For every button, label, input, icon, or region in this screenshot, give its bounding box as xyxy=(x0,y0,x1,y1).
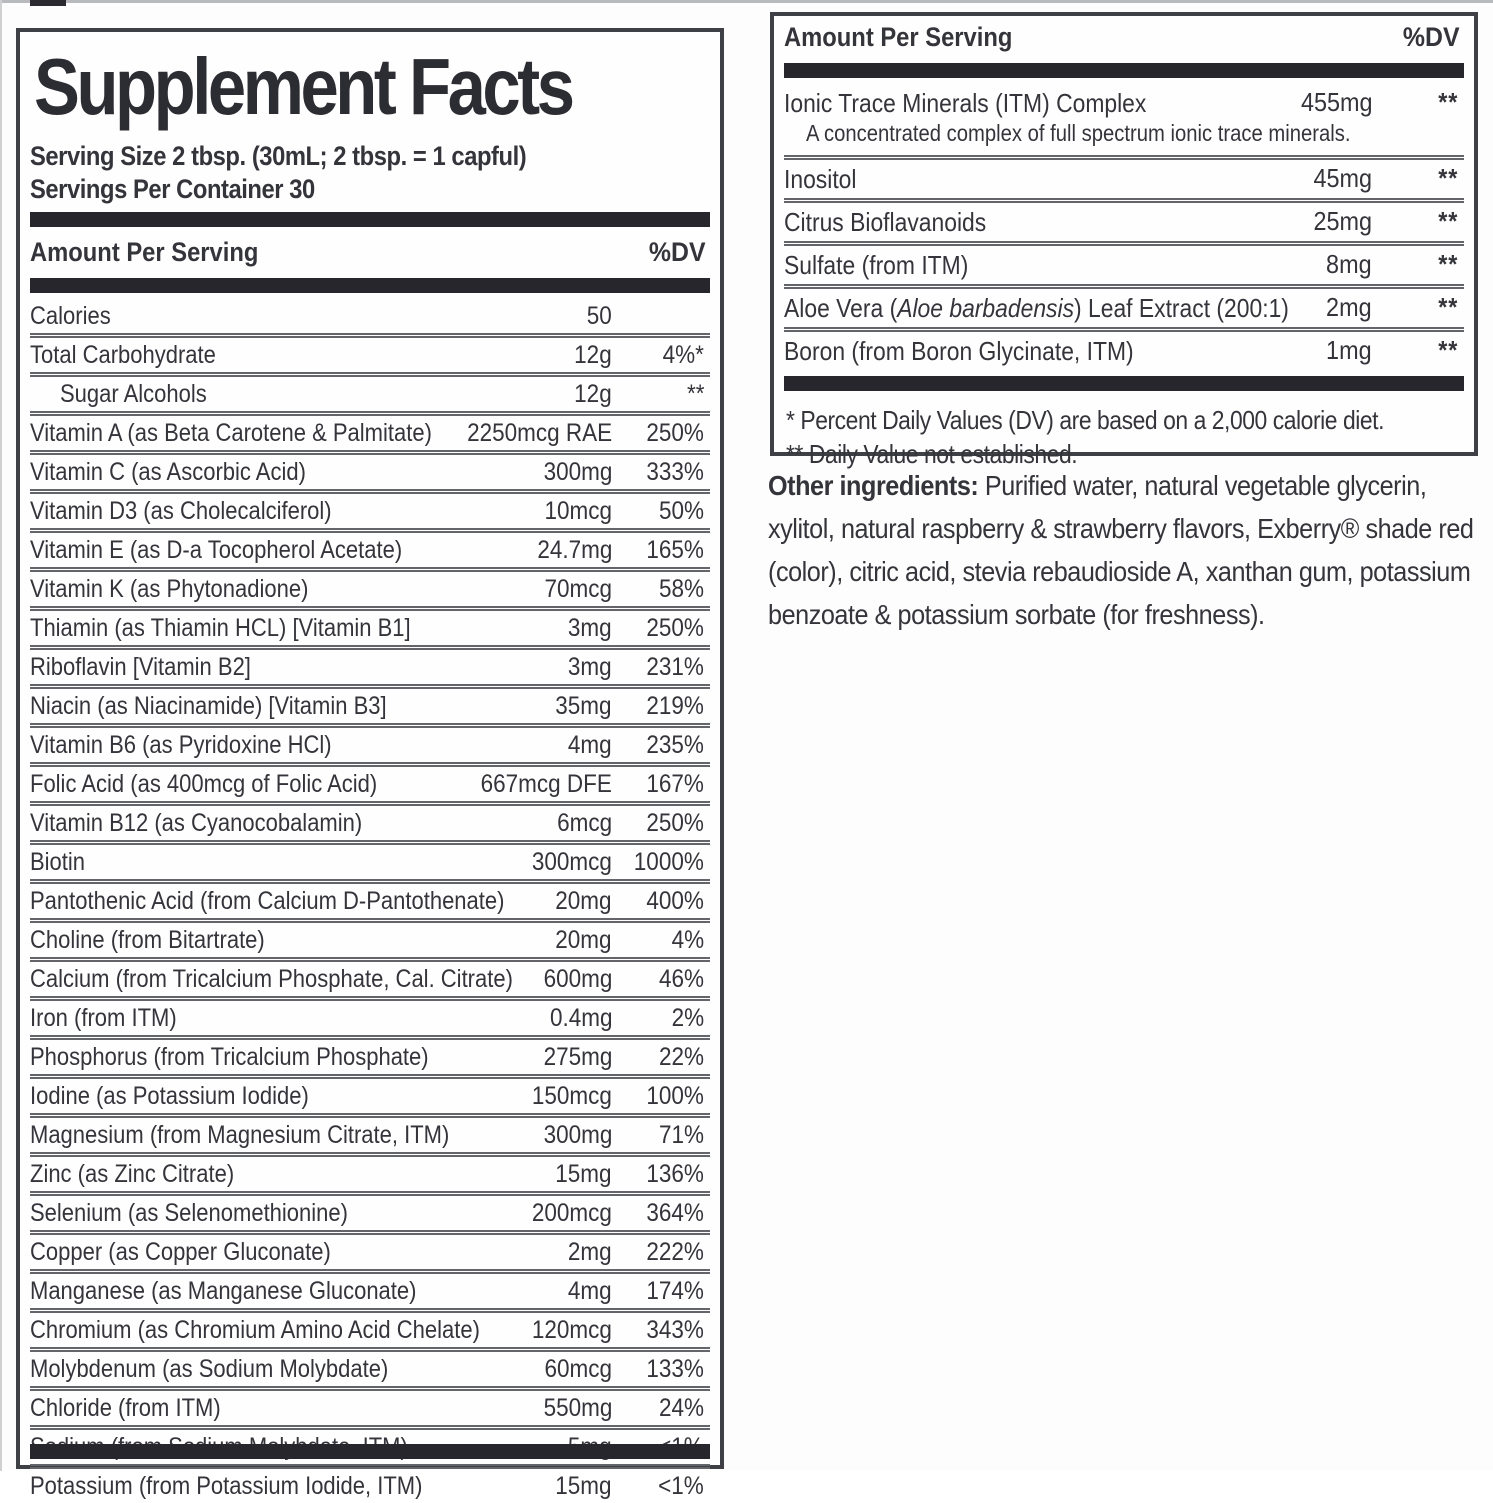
other-ingredients-text: Purified water, natural vegetable glycerin, xylitol, natural raspberry & strawberry flavors, Exberry® shade red (color), citric acid, stevia rebaudioside A, xanthan gum, potassium benzoate & potassium sorbate (for freshness). xyxy=(768,470,1474,630)
nutrient-name: Thiamin (as Thiamin HCL) [Vitamin B1] xyxy=(30,614,411,642)
nutrient-name: Sugar Alcohols xyxy=(60,380,207,408)
column-header-row xyxy=(30,233,710,272)
nutrient-name: Molybdenum (as Sodium Molybdate) xyxy=(30,1355,389,1383)
table-row xyxy=(30,1113,710,1152)
nutrient-name: Iron (from ITM) xyxy=(30,1004,177,1032)
nutrient-amount: 8mg xyxy=(1326,249,1372,279)
nutrient-name: Boron (from Boron Glycinate, ITM) xyxy=(784,336,1134,366)
nutrient-rows xyxy=(784,84,1464,370)
nutrient-dv: ** xyxy=(1437,335,1458,365)
nutrient-amount: 3mg xyxy=(568,653,612,681)
nutrient-amount: 0.4mg xyxy=(549,1004,612,1032)
nutrient-dv: 165% xyxy=(646,536,704,564)
divider-bar xyxy=(784,376,1464,391)
nutrient-name: Choline (from Bitartrate) xyxy=(30,926,265,954)
table-row xyxy=(30,567,710,606)
nutrient-name: Ionic Trace Minerals (ITM) Complex xyxy=(784,88,1147,118)
nutrient-dv: 71% xyxy=(658,1121,704,1149)
nutrient-name: Biotin xyxy=(30,848,86,876)
nutrient-dv: 364% xyxy=(646,1199,704,1227)
nutrient-name: Total Carbohydrate xyxy=(30,341,216,369)
other-ingredients-label: Other ingredients: xyxy=(768,470,979,501)
divider-bar xyxy=(30,278,710,293)
table-row xyxy=(30,645,710,684)
side-facts-panel xyxy=(770,12,1478,469)
divider-bar xyxy=(784,63,1464,78)
nutrient-dv: 2% xyxy=(671,1004,704,1032)
table-row xyxy=(30,1191,710,1230)
nutrient-name: Vitamin D3 (as Cholecalciferol) xyxy=(30,497,332,525)
nutrient-dv: 136% xyxy=(646,1160,704,1188)
nutrient-amount: 200mcg xyxy=(531,1199,612,1227)
nutrient-name: Riboflavin [Vitamin B2] xyxy=(30,653,251,681)
nutrient-amount: 15mg xyxy=(555,1160,612,1188)
nutrient-amount: 24.7mg xyxy=(536,536,612,564)
servings-per-container-line xyxy=(30,173,710,206)
nutrient-name: Chloride (from ITM) xyxy=(30,1394,221,1422)
panel-title: Supplement Facts xyxy=(34,42,572,131)
table-row xyxy=(784,241,1464,284)
nutrient-dv: 174% xyxy=(646,1277,704,1305)
table-row xyxy=(784,284,1464,327)
nutrient-name: Vitamin C (as Ascorbic Acid) xyxy=(30,458,306,486)
nutrient-name: Vitamin K (as Phytonadione) xyxy=(30,575,309,603)
table-row xyxy=(30,333,710,372)
nutrient-name: Phosphorus (from Tricalcium Phosphate) xyxy=(30,1043,429,1071)
nutrient-dv: 250% xyxy=(646,809,704,837)
nutrient-amount: 667mcg DFE xyxy=(480,770,612,798)
nutrient-amount: 1mg xyxy=(1326,335,1372,365)
table-row xyxy=(784,198,1464,241)
table-row xyxy=(30,1269,710,1308)
nutrient-amount: 20mg xyxy=(555,926,612,954)
serving-size-line xyxy=(30,140,710,173)
nutrient-amount: 10mcg xyxy=(544,497,612,525)
nutrient-dv: 100% xyxy=(646,1082,704,1110)
servings-per-container-text: Servings Per Container 30 xyxy=(30,174,315,204)
nutrient-dv: 58% xyxy=(658,575,704,603)
table-row xyxy=(784,327,1464,370)
nutrient-name: Selenium (as Selenomethionine) xyxy=(30,1199,348,1227)
nutrient-dv: 133% xyxy=(646,1355,704,1383)
nutrient-amount: 150mcg xyxy=(531,1082,612,1110)
nutrient-dv: 235% xyxy=(646,731,704,759)
nutrient-dv: 24% xyxy=(658,1394,704,1422)
nutrient-amount: 275mg xyxy=(543,1043,612,1071)
nutrient-amount: 50 xyxy=(586,302,612,330)
nutrient-amount: 45mg xyxy=(1313,163,1372,193)
nutrient-amount: 550mg xyxy=(543,1394,612,1422)
nutrient-amount: 600mg xyxy=(543,965,612,993)
nutrient-amount: 4mg xyxy=(568,1277,612,1305)
nutrient-amount: 2250mcg RAE xyxy=(466,419,612,447)
nutrient-amount: 70mcg xyxy=(544,575,612,603)
table-row xyxy=(30,1035,710,1074)
nutrient-name: Manganese (as Manganese Gluconate) xyxy=(30,1277,417,1305)
nutrient-amount: 300mcg xyxy=(531,848,612,876)
bottom-bar xyxy=(30,1444,710,1459)
nutrient-name: Calories xyxy=(30,302,111,330)
scan-edge-left xyxy=(0,0,2,1471)
nutrient-name: Magnesium (from Magnesium Citrate, ITM) xyxy=(30,1121,450,1149)
nutrient-dv: ** xyxy=(1437,87,1458,117)
serving-size-text: Serving Size 2 tbsp. (30mL; 2 tbsp. = 1 capful) xyxy=(30,141,527,171)
nutrient-amount: 300mg xyxy=(543,458,612,486)
nutrient-amount: 60mcg xyxy=(544,1355,612,1383)
nutrient-dv: ** xyxy=(686,380,704,408)
nutrient-name: Vitamin B6 (as Pyridoxine HCl) xyxy=(30,731,332,759)
table-row xyxy=(30,1464,710,1503)
nutrient-amount: 2mg xyxy=(568,1238,612,1266)
nutrient-dv: 250% xyxy=(646,614,704,642)
table-row xyxy=(30,1386,710,1425)
nutrient-amount: 20mg xyxy=(555,887,612,915)
amount-per-serving-header: Amount Per Serving xyxy=(30,237,259,267)
table-row xyxy=(30,996,710,1035)
nutrient-amount: 35mg xyxy=(555,692,612,720)
nutrient-dv: 22% xyxy=(658,1043,704,1071)
table-row xyxy=(30,723,710,762)
footnotes xyxy=(784,397,1464,471)
table-row xyxy=(30,1152,710,1191)
nutrient-name: Folic Acid (as 400mcg of Folic Acid) xyxy=(30,770,378,798)
nutrient-dv: 4% xyxy=(671,926,704,954)
table-row xyxy=(30,489,710,528)
table-row xyxy=(30,372,710,411)
footnote-dv-basis: * Percent Daily Values (DV) are based on a 2,000 calorie diet. xyxy=(786,405,1385,435)
table-row xyxy=(30,1230,710,1269)
table-row xyxy=(30,450,710,489)
table-row xyxy=(30,411,710,450)
table-row xyxy=(30,801,710,840)
table-row xyxy=(30,957,710,996)
nutrient-dv: 222% xyxy=(646,1238,704,1266)
nutrient-name: Calcium (from Tricalcium Phosphate, Cal. Citrate) xyxy=(30,965,513,993)
main-facts-panel xyxy=(16,28,724,1500)
table-row xyxy=(30,684,710,723)
nutrient-dv: <1% xyxy=(658,1472,704,1500)
nutrient-rows xyxy=(30,299,710,1503)
nutrient-dv: 46% xyxy=(658,965,704,993)
nutrient-name: Zinc (as Zinc Citrate) xyxy=(30,1160,235,1188)
nutrient-dv: 219% xyxy=(646,692,704,720)
column-header-row xyxy=(784,18,1464,57)
table-row xyxy=(784,155,1464,198)
scan-edge-top xyxy=(0,0,1493,3)
nutrient-name: Vitamin B12 (as Cyanocobalamin) xyxy=(30,809,363,837)
table-row xyxy=(30,606,710,645)
nutrient-amount: 4mg xyxy=(568,731,612,759)
nutrient-amount: 2mg xyxy=(1326,292,1372,322)
nutrient-dv: ** xyxy=(1437,163,1458,193)
nutrient-name: Iodine (as Potassium Iodide) xyxy=(30,1082,309,1110)
table-row xyxy=(30,528,710,567)
nutrient-name: Vitamin A (as Beta Carotene & Palmitate) xyxy=(30,419,432,447)
nutrient-name: Copper (as Copper Gluconate) xyxy=(30,1238,331,1266)
divider-bar xyxy=(30,212,710,227)
nutrient-dv: 50% xyxy=(658,497,704,525)
nutrient-name: Chromium (as Chromium Amino Acid Chelate) xyxy=(30,1316,480,1344)
nutrient-dv: 250% xyxy=(646,419,704,447)
table-row xyxy=(30,918,710,957)
nutrient-amount: 3mg xyxy=(568,614,612,642)
table-row xyxy=(30,762,710,801)
nutrient-name: Inositol xyxy=(784,164,857,194)
nutrient-dv: ** xyxy=(1437,249,1458,279)
nutrient-amount: 15mg xyxy=(555,1472,612,1500)
table-row xyxy=(30,879,710,918)
table-row xyxy=(784,84,1464,155)
nutrient-amount: 6mcg xyxy=(556,809,612,837)
nutrient-amount: 12g xyxy=(574,380,612,408)
nutrient-dv: 343% xyxy=(646,1316,704,1344)
nutrient-amount: 455mg xyxy=(1300,87,1372,117)
footnote-dv-not-established: ** Daily Value not established. xyxy=(786,439,1078,469)
table-row xyxy=(30,299,710,333)
nutrient-name: Citrus Bioflavanoids xyxy=(784,207,987,237)
scan-artifact xyxy=(30,0,66,6)
other-ingredients xyxy=(768,464,1488,636)
amount-per-serving-header: Amount Per Serving xyxy=(784,22,1013,52)
nutrient-amount: 120mcg xyxy=(531,1316,612,1344)
nutrient-amount: 25mg xyxy=(1313,206,1372,236)
nutrient-name: Pantothenic Acid (from Calcium D-Pantothenate) xyxy=(30,887,505,915)
table-row xyxy=(30,1347,710,1386)
table-row xyxy=(30,1308,710,1347)
nutrient-dv: 231% xyxy=(646,653,704,681)
nutrient-dv: 167% xyxy=(646,770,704,798)
nutrient-name: Sulfate (from ITM) xyxy=(784,250,969,280)
nutrient-name: Aloe Vera (Aloe barbadensis) Leaf Extract (200:1) xyxy=(784,293,1289,323)
nutrient-dv: ** xyxy=(1437,206,1458,236)
dv-header: %DV xyxy=(649,237,706,267)
nutrient-dv: 333% xyxy=(646,458,704,486)
table-row xyxy=(30,1074,710,1113)
dv-header: %DV xyxy=(1403,22,1460,52)
nutrient-dv: ** xyxy=(1437,292,1458,322)
nutrient-note: A concentrated complex of full spectrum ionic trace minerals. xyxy=(806,120,1351,146)
nutrient-name: Niacin (as Niacinamide) [Vitamin B3] xyxy=(30,692,387,720)
nutrient-amount: 12g xyxy=(574,341,612,369)
nutrient-dv: 400% xyxy=(646,887,704,915)
nutrient-name: Potassium (from Potassium Iodide, ITM) xyxy=(30,1472,423,1500)
nutrient-name: Vitamin E (as D-a Tocopherol Acetate) xyxy=(30,536,403,564)
nutrient-amount: 300mg xyxy=(543,1121,612,1149)
nutrient-dv: 4%* xyxy=(662,341,704,369)
table-row xyxy=(30,840,710,879)
nutrient-dv: 1000% xyxy=(633,848,704,876)
